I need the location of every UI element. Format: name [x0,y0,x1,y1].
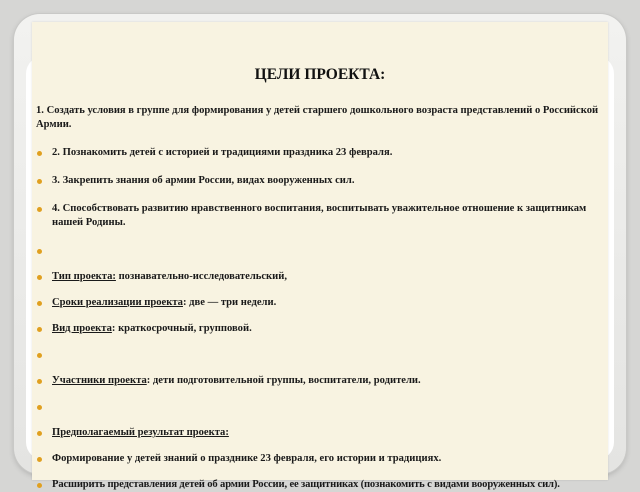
project-participants-value: : дети подготовительной группы, воспитатели, родители. [146,375,421,386]
project-terms-label: Сроки реализации проекта [52,297,183,308]
result-2: Расширить представления детей об армии России, ее защитниках (познакомить с видами вооруженных сил). [36,478,602,492]
project-kind [36,322,602,336]
bullet-icon [37,301,42,306]
document-content [36,104,602,492]
bullet-icon [37,179,42,184]
goal-3: 3. Закрепить знания об армии России, видах вооруженных сил. [36,174,602,188]
project-kind-label: Вид проекта [52,323,112,334]
project-terms [36,296,602,310]
goal-2: 2. Познакомить детей с историей и традициями праздника 23 февраля. [36,146,602,160]
project-type-label: Тип проекта: [52,271,116,282]
project-type-value: познавательно-исследовательский, [118,271,288,282]
bullet-icon [37,151,42,156]
bullet-icon [37,379,42,384]
bullet-icon [37,207,42,212]
bullet-icon [37,483,42,488]
bullet-icon [37,327,42,332]
empty-bullet-3 [36,400,602,414]
expected-result-heading [36,426,602,440]
bullet-icon [37,353,42,358]
empty-bullet-1 [36,244,602,258]
bullet-icon [37,275,42,280]
result-1: Формирование у детей знаний о празднике 23 февраля, его истории и традициях. [36,452,602,466]
expected-result-label: Предполагаемый результат проекта: [52,427,229,438]
document-page [32,22,608,490]
project-terms-value: : две — три недели. [182,297,277,308]
project-kind-value: : краткосрочный, групповой. [111,323,252,334]
bullet-icon [37,405,42,410]
project-participants-label: Участники проекта [52,375,147,386]
bullet-icon [37,457,42,462]
page-title: ЦЕЛИ ПРОЕКТА: [254,66,386,83]
project-type [36,270,602,284]
project-participants [36,374,602,388]
bullet-icon [37,431,42,436]
goal-1: 1. Создать условия в группе для формирования у детей старшего дошкольного возраста представлений о Российской Армии. [36,105,599,130]
empty-bullet-2 [36,348,602,362]
bullet-icon [37,249,42,254]
goal-4: 4. Способствовать развитию нравственного воспитания, воспитывать уважительное отношение к защитникам нашей Родины. [36,202,602,230]
